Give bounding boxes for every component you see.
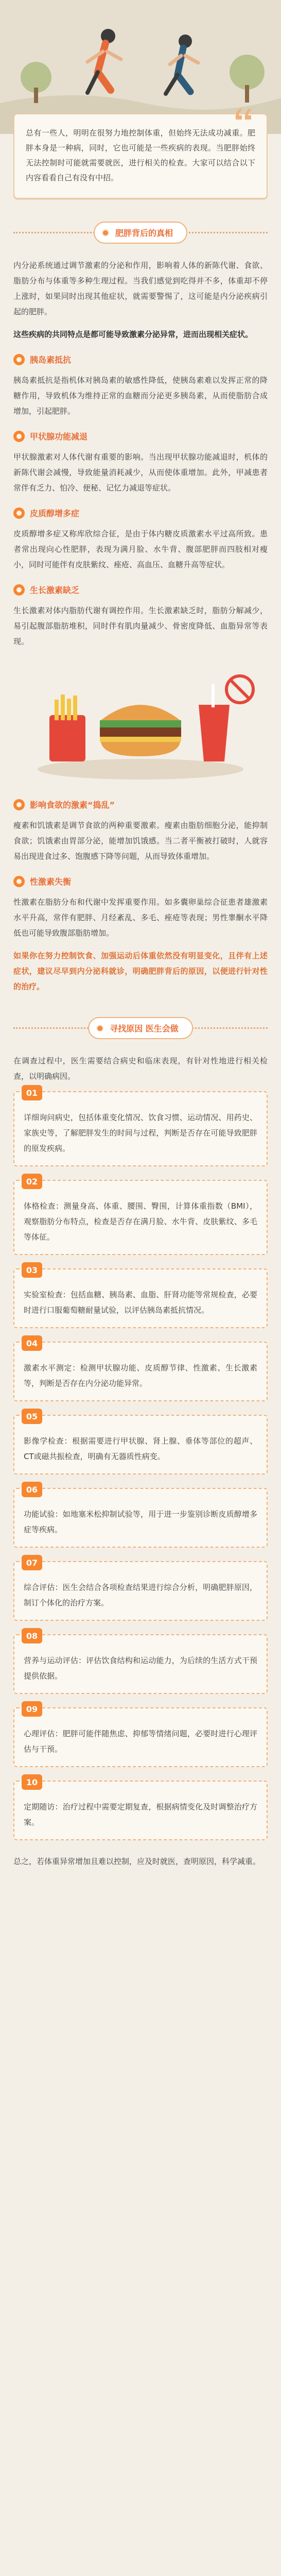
step-number-badge: 06 [22,1482,42,1497]
step-card [13,1631,268,1694]
subhead-title: 生长激素缺乏 [30,585,80,595]
step-text: 详细询问病史，包括体重变化情况、饮食习惯、运动情况、用药史、家族史等，了解肥胖发生的时间与过程，判断是否存在可能导致肥胖的原发疾病。 [24,1113,257,1153]
step-text: 综合评估：医生会结合各项检查结果进行综合分析，明确肥胖原因，制订个体化的治疗方案。 [24,1583,257,1607]
step-text: 激素水平测定：检测甲状腺功能、皮质醇节律、性激素、生长激素等，判断是否存在内分泌功能异常。 [24,1363,257,1388]
subhead [13,584,268,596]
step-card [13,1265,268,1328]
step-text: 功能试验：如地塞米松抑制试验等，用于进一步鉴别诊断皮质醇增多症等疾病。 [24,1510,257,1534]
intro-text: 总有一些人，明明在很努力地控制体重，但始终无法成功减重。肥胖本身是一种病，同时，它也可能是一些疾病的表现。当肥胖始终无法控制时可能就需要就医，进行相关的检查。大家可以结合以下内容看看自己有没有中招。 [26,128,255,182]
quote-icon [234,106,254,121]
step-number-badge: 08 [22,1628,42,1643]
paragraph: 胰岛素抵抗是指机体对胰岛素的敏感性降低，使胰岛素难以发挥正常的降糖作用，导致机体为维持正常的血糖而分泌更多胰岛素，从而使脂肪合成增加，引起肥胖。 [13,376,268,416]
step-text: 影像学检查：根据需要进行甲状腺、肾上腺、垂体等部位的超声、CT或磁共振检查，明确有无器质性病变。 [24,1436,257,1461]
step-card [13,1411,268,1475]
food-icon [13,658,268,787]
step-text: 心理评估：肥胖可能伴随焦虑、抑郁等情绪问题，必要时进行心理评估与干预。 [24,1729,257,1754]
step-text: 实验室检查：包括血糖、胰岛素、血脂、肝肾功能等常规检查，必要时进行口服葡萄糖耐量试验，以评估胰岛素抵抗情况。 [24,1290,257,1315]
step-number-badge: 07 [22,1555,42,1570]
section-title: 肥胖背后的真相 [115,228,173,238]
intro-card [13,113,268,199]
step-number-badge: 02 [22,1174,42,1189]
subhead [13,799,268,810]
subhead-title: 胰岛素抵抗 [30,355,72,365]
paragraph-bold: 这些疾病的共同特点是都可能导致激素分泌异常，进而出现相关症状。 [13,330,253,339]
section-2-content [13,1053,268,1918]
paragraph: 瘦素和饥饿素是调节食欲的两种重要激素。瘦素由脂肪细胞分泌，能抑制食欲；饥饿素由胃部分泌，能增加饥饿感。当二者平衡被打破时，人就容易出现进食过多、饱腹感下降等问题，从而导致体重增加。 [13,821,268,861]
subhead-title: 影响食欲的激素“捣乱” [30,800,115,810]
step-card [13,1704,268,1767]
step-number-badge: 10 [22,1774,42,1790]
warning-text: 如果你在努力控制饮食、加强运动后体重依然没有明显变化，且伴有上述症状，建议尽早到内分泌科就诊，明确肥胖背后的原因，以便进行针对性的治疗。 [13,951,268,991]
subhead [13,507,268,519]
step-number-badge: 01 [22,1085,42,1100]
pill-dot-icon [102,229,109,236]
paragraph: 生长激素对体内脂肪代谢有调控作用。生长激素缺乏时，脂肪分解减少，易引起腹部脂肪堆积，同时伴有肌肉量减少、骨密度降低、血脂异常等表现。 [13,606,268,646]
section-1-content [13,258,268,994]
closing-paragraph: 总之，若体重异常增加且难以控制，应及时就医，查明原因，科学减重。 [13,1857,261,1866]
bullet-icon [13,507,25,519]
step-card [13,1777,268,1840]
subhead-title: 甲状腺功能减退 [30,432,88,442]
pill-dot-icon [96,1025,103,1032]
section-title-pill [94,222,187,244]
step-text: 营养与运动评估：评估饮食结构和运动能力，为后续的生活方式干预提供依据。 [24,1656,257,1681]
paragraph: 内分泌系统通过调节激素的分泌和作用，影响着人体的新陈代谢、食欲、脂肪分布与体重等多种生理过程。当我们感觉到吃得并不多，体重却不停上涨时，如果同时出现其他症状，就需要警惕了，这可能是内分泌疾病引起的肥胖。 [13,261,268,316]
step-card [13,1484,268,1548]
subhead [13,353,268,365]
step-number-badge: 04 [22,1335,42,1351]
bullet-icon [13,431,25,442]
step-card [13,1088,268,1166]
subhead [13,430,268,442]
step-card [13,1557,268,1621]
step-text: 定期随访：治疗过程中需要定期复查，根据病情变化及时调整治疗方案。 [24,1802,257,1827]
bullet-icon [13,354,25,365]
bullet-icon [13,584,25,596]
section-header-1 [0,214,281,250]
step-number-badge: 05 [22,1409,42,1424]
step-number-badge: 09 [22,1701,42,1717]
section-title-pill [88,1017,193,1039]
bullet-icon [13,799,25,810]
subhead-title: 皮质醇增多症 [30,509,80,518]
subhead [13,875,268,887]
junk-food-illustration [13,658,268,787]
steps-list [13,1088,268,1840]
step-card [13,1338,268,1401]
paragraph: 在调查过程中，医生需要结合病史和临床表现，有针对性地进行相关检查，以明确病因。 [13,1056,268,1081]
subhead-title: 性激素失衡 [30,877,72,887]
step-text: 体格检查：测量身高、体重、腰围、臀围，计算体重指数（BMI），观察脂肪分布特点，检查是否存在满月脸、水牛背、皮肤紫纹、多毛等体征。 [24,1201,257,1242]
step-number-badge: 03 [22,1262,42,1278]
footer-space [13,1876,268,1918]
paragraph: 皮质醇增多症又称库欣综合征，是由于体内糖皮质激素水平过高所致。患者常出现向心性肥胖，表现为满月脸、水牛背、腹部肥胖而四肢相对瘦小，同时可能伴有皮肤紫纹、痤疮、高血压、血糖升高等症状。 [13,529,268,569]
step-card [13,1176,268,1255]
section-header-2 [0,1010,281,1046]
paragraph: 甲状腺激素对人体代谢有重要的影响。当出现甲状腺功能减退时，机体的新陈代谢会减慢，导致能量消耗减少，从而使体重增加。此外，甲减患者常伴有乏力、怕冷、便秘、记忆力减退等症状。 [13,452,268,493]
paragraph: 性激素在脂肪分布和代谢中发挥重要作用。如多囊卵巢综合征患者雄激素水平升高，常伴有肥胖、月经紊乱、多毛、痤疮等表现；男性睾酮水平降低也可能导致腹部脂肪增加。 [13,897,268,938]
warning-paragraph [13,948,268,994]
section-title: 寻找原因 医生会做 [110,1024,179,1033]
bullet-icon [13,876,25,887]
